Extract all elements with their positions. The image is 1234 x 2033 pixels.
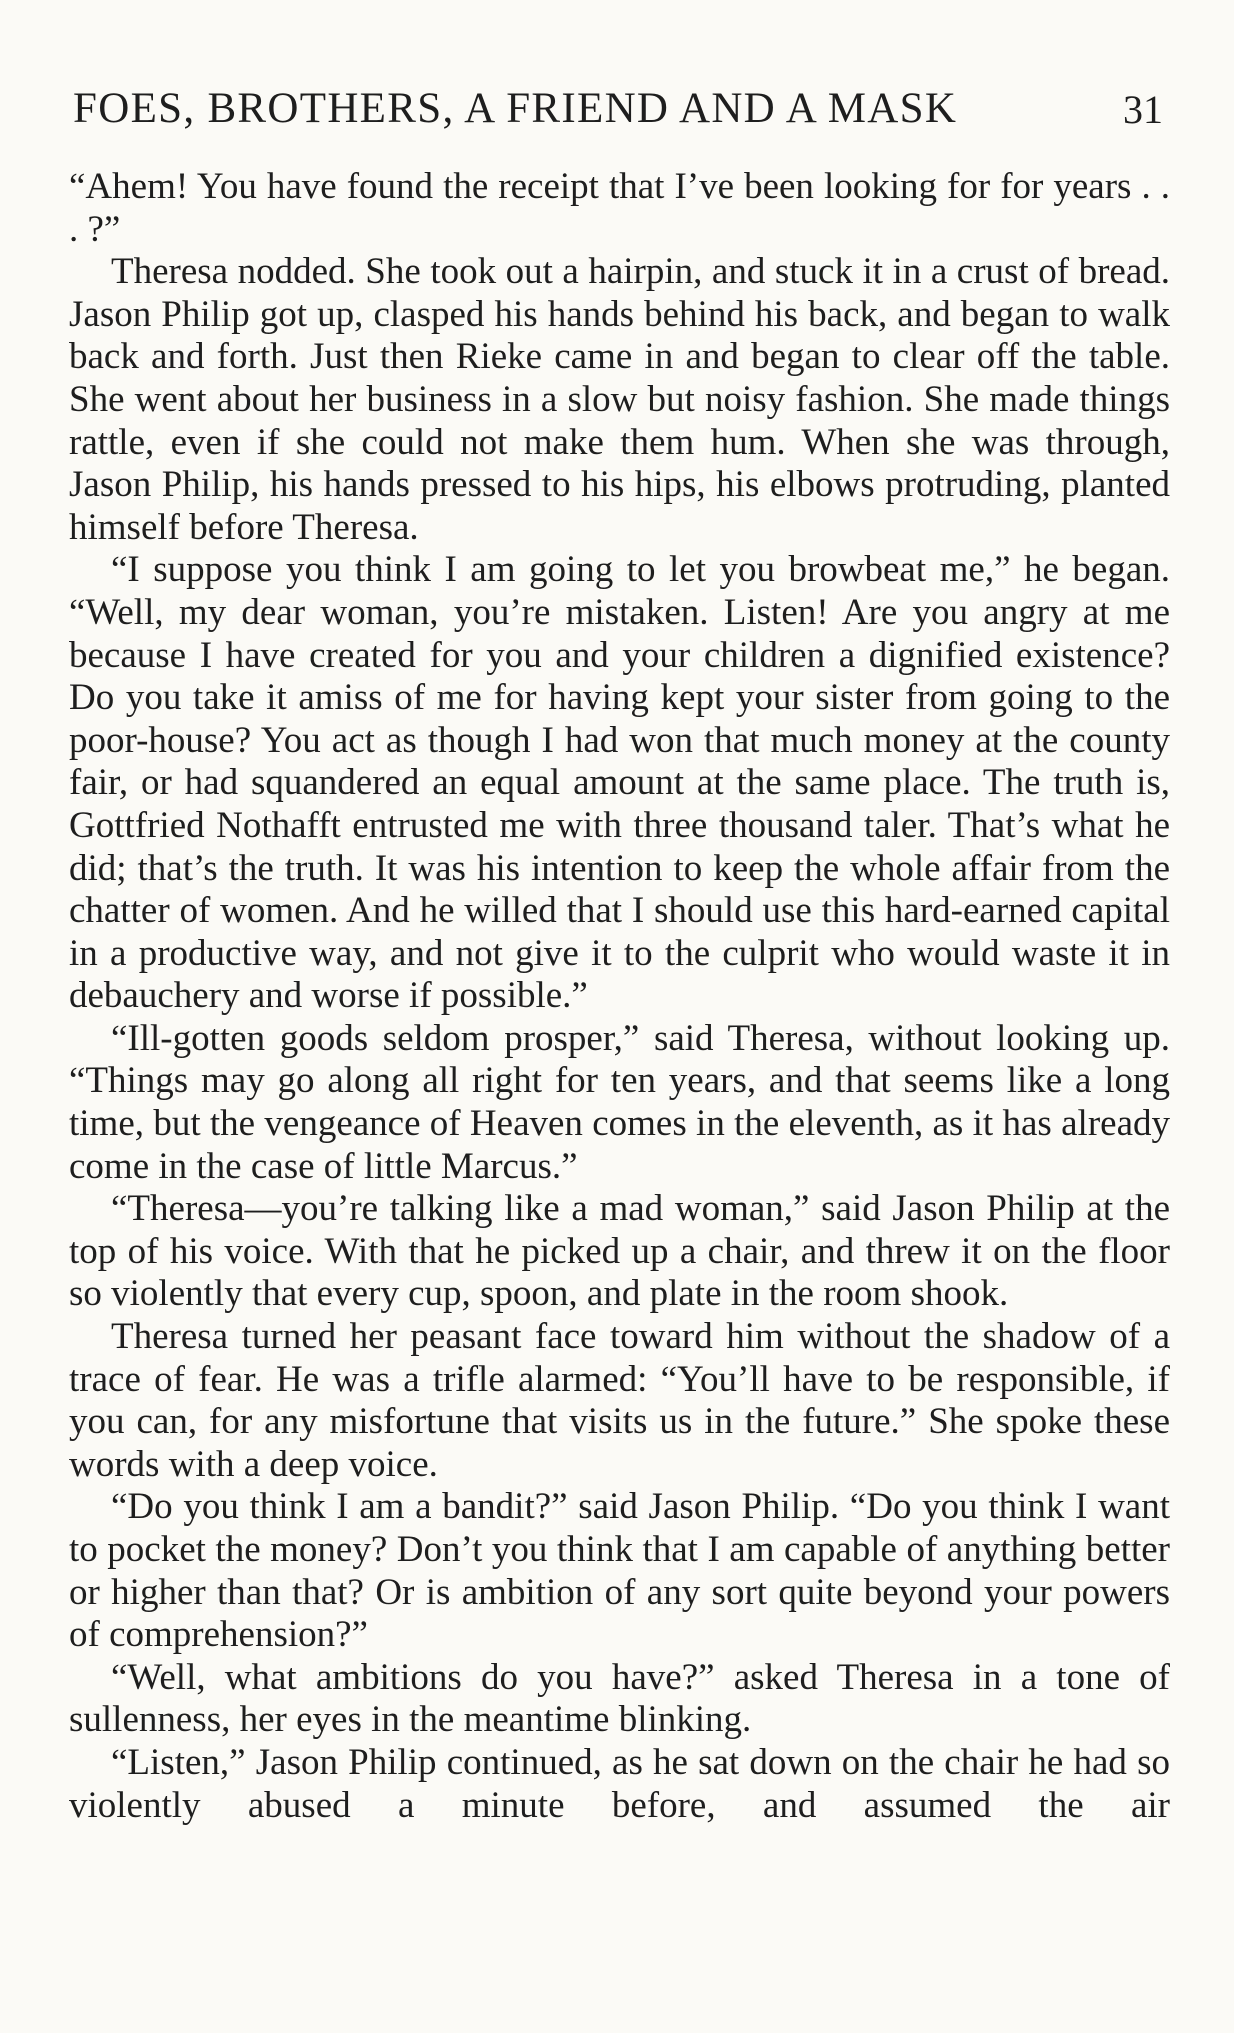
paragraph-8: “Well, what ambitions do you have?” asked Theresa in a tone of sullenness, her eyes in the meantime blinking. bbox=[69, 1656, 1170, 1741]
paragraph-5: “Theresa—you’re talking like a mad woman,” said Jason Philip at the top of his voice. With that he picked up a chair, and threw it on the floor so violently that every cup, spoon, and plate in the room shook. bbox=[69, 1188, 1170, 1315]
paragraph-9: “Listen,” Jason Philip continued, as he sat down on the chair he had so violently abused a minute before, and assumed the air bbox=[69, 1741, 1170, 1826]
paragraph-2: Theresa nodded. She took out a hairpin, and stuck it in a crust of bread. Jason Philip got up, clasped his hands behind his back, and began to walk back and forth. Just then Rieke came in and began to clear off the table. She went about her business in a slow but noisy fashion. She made things rattle, even if she could not make them hum. When she was through, Jason Philip, his hands pressed to his hips, his elbows protruding, planted himself before Theresa. bbox=[69, 251, 1170, 548]
page-number: 31 bbox=[1123, 87, 1163, 132]
paragraph-1: “Ahem! You have found the receipt that I’ve been looking for for years . . . ?” bbox=[69, 166, 1170, 250]
paragraph-3: “I suppose you think I am going to let you browbeat me,” he began. “Well, my dear woman, you’re mistaken. Listen! Are you angry at me because I have created for you and your children a dignified existence? Do you take it amiss of me for having kept your sister from going to the poor-house? You act as though I had won that much money at the county fair, or had squandered an equal amount at the same place. The truth is, Gottfried Nothafft entrusted me with three thousand taler. That’s what he did; that’s the truth. It was his intention to keep the whole affair from the chatter of women. And he willed that I should use this hard-earned capital in a productive way, and not give it to the culprit who would waste it in debauchery and worse if possible.” bbox=[69, 549, 1170, 1017]
page-header bbox=[73, 82, 1163, 142]
paragraph-6: Theresa turned her peasant face toward him without the shadow of a trace of fear. He was a trifle alarmed: “You’ll have to be responsible, if you can, for any misfortune that visits us in the future.” She spoke these words with a deep voice. bbox=[69, 1316, 1170, 1485]
paragraph-4: “Ill-gotten goods seldom prosper,” said Theresa, without looking up. “Things may go along all right for ten years, and that seems like a long time, but the vengeance of Heaven comes in the eleventh, as it has already come in the case of little Marcus.” bbox=[69, 1017, 1170, 1187]
paragraph-7: “Do you think I am a bandit?” said Jason Philip. “Do you think I want to pocket the money? Don’t you think that I am capable of anything better or higher than that? Or is ambition of any sort quite beyond your powers of comprehension?” bbox=[69, 1486, 1170, 1656]
running-head: FOES, BROTHERS, A FRIEND AND A MASK bbox=[73, 85, 958, 132]
body-text bbox=[69, 166, 1170, 1827]
